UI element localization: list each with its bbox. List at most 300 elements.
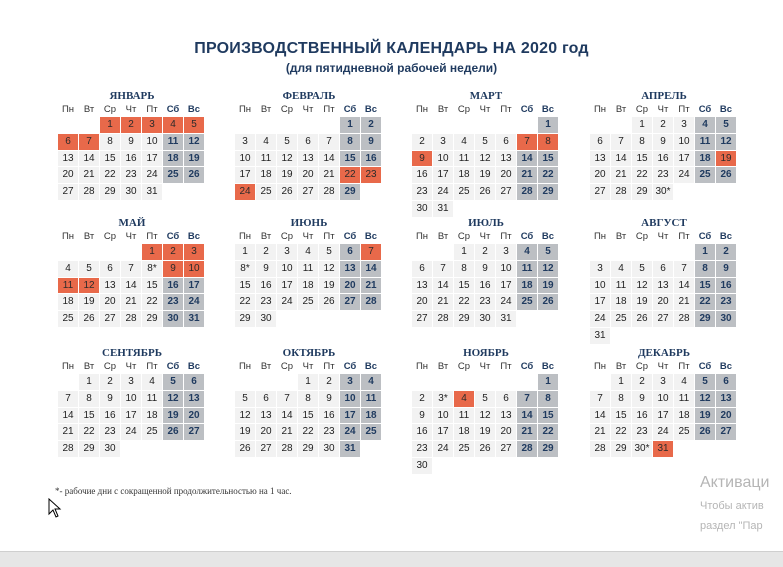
empty-cell <box>590 374 610 391</box>
weekday-label: Пт <box>500 361 512 372</box>
day-cell: 3 <box>235 134 255 151</box>
month-block <box>590 346 738 458</box>
day-cell: 7 <box>277 391 297 408</box>
holiday-day-cell: 7 <box>517 134 537 151</box>
day-cell: 22 <box>298 424 318 441</box>
day-cell: 14 <box>79 151 99 168</box>
weekday-label: Чт <box>657 104 669 115</box>
day-cell: 18 <box>298 278 318 295</box>
day-cell: 19 <box>475 424 495 441</box>
weekend-day-cell: 28 <box>517 184 537 201</box>
empty-cell <box>674 244 694 261</box>
weekend-day-cell: 15 <box>538 408 558 425</box>
day-cell: 25 <box>674 424 694 441</box>
day-cell: 2 <box>412 391 432 408</box>
day-cell: 2 <box>256 244 276 261</box>
holiday-day-cell: 4 <box>163 117 183 134</box>
holiday-day-cell: 1 <box>100 117 120 134</box>
day-cell: 25 <box>142 424 162 441</box>
day-cell: 7 <box>433 261 453 278</box>
weekend-day-cell: 8 <box>340 134 360 151</box>
day-cell: 29 <box>611 441 631 458</box>
day-cell: 14 <box>674 278 694 295</box>
holiday-day-cell: 3 <box>184 244 204 261</box>
empty-cell <box>412 374 432 391</box>
day-cell: 10 <box>433 408 453 425</box>
holiday-day-cell: 7 <box>79 134 99 151</box>
day-cell: 9 <box>121 134 141 151</box>
empty-cell <box>79 117 99 134</box>
weekday-label: Сб <box>520 361 534 372</box>
day-cell: 1 <box>611 374 631 391</box>
weekday-label: Ср <box>103 231 117 242</box>
day-cell: 10 <box>674 134 694 151</box>
weekend-day-cell: 28 <box>517 441 537 458</box>
day-cell: 19 <box>277 167 297 184</box>
day-cell: 16 <box>412 424 432 441</box>
day-cell: 24 <box>653 424 673 441</box>
weekend-day-cell: 15 <box>695 278 715 295</box>
weekday-header <box>235 103 383 117</box>
weekend-day-cell: 17 <box>184 278 204 295</box>
day-cell: 14 <box>611 151 631 168</box>
day-cell: 26 <box>277 184 297 201</box>
day-cell: 4 <box>142 374 162 391</box>
holiday-day-cell: 22 <box>340 167 360 184</box>
day-cell: 23 <box>653 167 673 184</box>
weekend-day-cell: 22 <box>538 167 558 184</box>
weekend-day-cell: 4 <box>361 374 381 391</box>
day-cell: 23 <box>121 167 141 184</box>
day-cell: 2 <box>412 134 432 151</box>
day-cell: 1 <box>298 374 318 391</box>
day-cell: 21 <box>674 294 694 311</box>
weekend-day-cell: 9 <box>716 261 736 278</box>
holiday-day-cell: 6 <box>58 134 78 151</box>
weekend-day-cell: 13 <box>184 391 204 408</box>
weekday-label: Пн <box>593 361 607 372</box>
day-cell: 24 <box>433 441 453 458</box>
day-cell: 13 <box>412 278 432 295</box>
day-cell: 13 <box>590 151 610 168</box>
day-cell: 9 <box>319 391 339 408</box>
day-cell: 4 <box>58 261 78 278</box>
day-cell: 11 <box>454 408 474 425</box>
weekend-day-cell: 26 <box>695 424 715 441</box>
day-cell: 3 <box>277 244 297 261</box>
weekday-label: Сб <box>166 361 180 372</box>
day-cell: 20 <box>256 424 276 441</box>
day-cell: 13 <box>298 151 318 168</box>
month-name: СЕНТЯБРЬ <box>102 347 162 359</box>
weekend-day-cell: 19 <box>538 278 558 295</box>
day-cell: 26 <box>475 441 495 458</box>
day-cell: 28 <box>611 184 631 201</box>
weekend-day-cell: 24 <box>184 294 204 311</box>
holiday-day-cell: 1 <box>142 244 162 261</box>
day-cell: 23 <box>412 441 432 458</box>
month-name: НОЯБРЬ <box>463 347 509 359</box>
weekend-day-cell: 2 <box>716 244 736 261</box>
holiday-day-cell: 23 <box>361 167 381 184</box>
weekday-label: Ср <box>635 104 649 115</box>
weekday-label: Вс <box>364 361 378 372</box>
day-cell: 5 <box>79 261 99 278</box>
day-cell: 13 <box>653 278 673 295</box>
weekend-day-cell: 30 <box>163 311 183 328</box>
day-cell: 27 <box>58 184 78 201</box>
empty-cell <box>611 244 631 261</box>
day-cell: 17 <box>121 408 141 425</box>
weekend-day-cell: 21 <box>361 278 381 295</box>
weekday-label: Сб <box>698 104 712 115</box>
empty-cell <box>58 117 78 134</box>
day-cell: 15 <box>79 408 99 425</box>
day-cell: 10 <box>235 151 255 168</box>
weekend-day-cell: 11 <box>163 134 183 151</box>
weekend-day-cell: 4 <box>517 244 537 261</box>
day-cell: 14 <box>590 408 610 425</box>
weekday-label: Чт <box>125 104 137 115</box>
day-cell: 18 <box>454 424 474 441</box>
day-cell: 28 <box>433 311 453 328</box>
weekday-label: Ср <box>280 231 294 242</box>
weekend-day-cell: 3 <box>340 374 360 391</box>
short-day-cell: 30* <box>632 441 652 458</box>
day-cell: 29 <box>632 184 652 201</box>
day-cell: 8 <box>298 391 318 408</box>
weekend-day-cell: 28 <box>361 294 381 311</box>
day-cell: 27 <box>412 311 432 328</box>
activation-watermark-line3: раздел "Пар <box>700 520 763 532</box>
weekend-day-cell: 16 <box>163 278 183 295</box>
day-cell: 10 <box>142 134 162 151</box>
weekday-label: Чт <box>302 104 314 115</box>
weekend-day-cell: 11 <box>517 261 537 278</box>
day-cell: 23 <box>632 424 652 441</box>
day-cell: 6 <box>590 134 610 151</box>
day-cell: 11 <box>298 261 318 278</box>
weekend-day-cell: 29 <box>538 441 558 458</box>
weekend-day-cell: 25 <box>163 167 183 184</box>
day-cell: 18 <box>256 167 276 184</box>
day-cell: 22 <box>79 424 99 441</box>
day-cell: 25 <box>611 311 631 328</box>
day-cell: 15 <box>611 408 631 425</box>
day-cell: 29 <box>454 311 474 328</box>
weekday-label: Пт <box>678 104 690 115</box>
day-cell: 23 <box>412 184 432 201</box>
day-cell: 16 <box>319 408 339 425</box>
empty-cell <box>454 117 474 134</box>
empty-cell <box>235 117 255 134</box>
day-cell: 12 <box>632 278 652 295</box>
month-block <box>235 216 383 328</box>
weekend-day-cell: 20 <box>184 408 204 425</box>
day-cell: 15 <box>632 151 652 168</box>
holiday-day-cell: 8 <box>538 134 558 151</box>
day-cell: 21 <box>58 424 78 441</box>
month-block <box>58 216 206 328</box>
day-cell: 6 <box>100 261 120 278</box>
weekday-label: Сб <box>343 231 357 242</box>
weekend-day-cell: 16 <box>361 151 381 168</box>
empty-cell <box>298 117 318 134</box>
weekday-label: Вт <box>437 104 449 115</box>
weekend-day-cell: 25 <box>361 424 381 441</box>
day-cell: 26 <box>319 294 339 311</box>
day-cell: 16 <box>100 408 120 425</box>
activation-watermark-line2: Чтобы актив <box>700 500 764 512</box>
weekday-label: Пн <box>61 231 75 242</box>
day-cell: 20 <box>298 167 318 184</box>
weekday-label: Пт <box>146 231 158 242</box>
weekday-label: Вт <box>260 361 272 372</box>
day-cell: 14 <box>319 151 339 168</box>
weekend-day-cell: 27 <box>340 294 360 311</box>
day-cell: 24 <box>142 167 162 184</box>
weekend-day-cell: 30 <box>716 311 736 328</box>
day-cell: 19 <box>475 167 495 184</box>
day-cell: 7 <box>121 261 141 278</box>
empty-cell <box>121 244 141 261</box>
day-cell: 21 <box>121 294 141 311</box>
weekend-day-cell: 11 <box>695 134 715 151</box>
day-cell: 19 <box>632 294 652 311</box>
day-cell: 31 <box>496 311 516 328</box>
empty-cell <box>319 117 339 134</box>
weekday-label: Пт <box>323 231 335 242</box>
holiday-day-cell: 3 <box>142 117 162 134</box>
weekend-day-cell: 23 <box>716 294 736 311</box>
day-cell: 23 <box>256 294 276 311</box>
day-cell: 5 <box>235 391 255 408</box>
empty-cell <box>79 244 99 261</box>
weekday-header <box>412 360 560 374</box>
day-cell: 11 <box>454 151 474 168</box>
month-block <box>590 216 738 345</box>
day-cell: 9 <box>653 134 673 151</box>
weekend-day-cell: 18 <box>163 151 183 168</box>
empty-cell <box>611 117 631 134</box>
empty-cell <box>517 117 537 134</box>
day-cell: 2 <box>475 244 495 261</box>
weekend-day-cell: 22 <box>695 294 715 311</box>
weekend-day-cell: 26 <box>538 294 558 311</box>
month-name: МАЙ <box>118 217 146 229</box>
weekday-label: Сб <box>698 361 712 372</box>
month-block <box>412 216 560 328</box>
page-subtitle: (для пятидневной рабочей недели) <box>285 61 498 75</box>
day-cell: 30 <box>100 441 120 458</box>
weekend-day-cell: 14 <box>517 408 537 425</box>
weekday-label: Чт <box>657 231 669 242</box>
day-cell: 5 <box>277 134 297 151</box>
day-cell: 30 <box>475 311 495 328</box>
day-cell: 21 <box>79 167 99 184</box>
day-cell: 8 <box>79 391 99 408</box>
weekday-label: Сб <box>520 104 534 115</box>
empty-cell <box>412 244 432 261</box>
day-cell: 21 <box>590 424 610 441</box>
day-cell: 1 <box>632 117 652 134</box>
weekend-day-cell: 27 <box>716 424 736 441</box>
day-cell: 28 <box>58 441 78 458</box>
days-grid <box>235 244 383 328</box>
empty-cell <box>496 117 516 134</box>
weekend-day-cell: 13 <box>340 261 360 278</box>
day-cell: 26 <box>475 184 495 201</box>
weekday-label: Ср <box>457 231 471 242</box>
days-grid <box>590 117 738 201</box>
day-cell: 1 <box>454 244 474 261</box>
weekend-day-cell: 6 <box>716 374 736 391</box>
weekend-day-cell: 6 <box>184 374 204 391</box>
day-cell: 29 <box>79 441 99 458</box>
weekend-day-cell: 1 <box>340 117 360 134</box>
day-cell: 31 <box>433 201 453 218</box>
day-cell: 18 <box>454 167 474 184</box>
weekday-label: Ср <box>280 361 294 372</box>
weekend-day-cell: 7 <box>517 391 537 408</box>
weekday-label: Пн <box>61 104 75 115</box>
empty-cell <box>496 374 516 391</box>
weekend-day-cell: 25 <box>517 294 537 311</box>
day-cell: 10 <box>653 391 673 408</box>
days-grid <box>412 117 560 218</box>
days-grid <box>235 117 383 201</box>
short-day-cell: 8* <box>235 261 255 278</box>
days-grid <box>590 244 738 345</box>
day-cell: 14 <box>121 278 141 295</box>
weekday-label: Сб <box>166 231 180 242</box>
day-cell: 27 <box>100 311 120 328</box>
day-cell: 21 <box>611 167 631 184</box>
weekday-label: Вт <box>260 104 272 115</box>
day-cell: 16 <box>475 278 495 295</box>
day-cell: 17 <box>235 167 255 184</box>
day-cell: 15 <box>235 278 255 295</box>
day-cell: 18 <box>58 294 78 311</box>
day-cell: 17 <box>674 151 694 168</box>
empty-cell <box>256 117 276 134</box>
activation-watermark-title: Активаци <box>700 474 770 491</box>
weekend-day-cell: 1 <box>695 244 715 261</box>
day-cell: 28 <box>319 184 339 201</box>
short-day-cell: 8* <box>142 261 162 278</box>
weekend-day-cell: 26 <box>716 167 736 184</box>
day-cell: 21 <box>433 294 453 311</box>
weekend-day-cell: 31 <box>340 441 360 458</box>
month-block <box>58 346 206 458</box>
month-block <box>412 89 560 218</box>
day-cell: 15 <box>454 278 474 295</box>
day-cell: 7 <box>590 391 610 408</box>
day-cell: 29 <box>298 441 318 458</box>
weekend-day-cell: 29 <box>340 184 360 201</box>
weekend-day-cell: 12 <box>695 391 715 408</box>
weekend-day-cell: 8 <box>538 391 558 408</box>
weekday-label: Ср <box>103 361 117 372</box>
month-name: ИЮЛЬ <box>468 217 504 229</box>
day-cell: 2 <box>653 117 673 134</box>
month-name: ЯНВАРЬ <box>109 90 155 102</box>
day-cell: 9 <box>100 391 120 408</box>
bottom-scrollbar[interactable] <box>0 551 783 567</box>
day-cell: 6 <box>496 391 516 408</box>
day-cell: 24 <box>433 184 453 201</box>
holiday-day-cell: 10 <box>184 261 204 278</box>
weekend-day-cell: 29 <box>538 184 558 201</box>
day-cell: 13 <box>58 151 78 168</box>
empty-cell <box>256 374 276 391</box>
weekend-day-cell: 1 <box>538 374 558 391</box>
day-cell: 21 <box>319 167 339 184</box>
holiday-day-cell: 31 <box>653 441 673 458</box>
day-cell: 24 <box>277 294 297 311</box>
weekday-label: Ср <box>457 361 471 372</box>
weekday-label: Вс <box>364 231 378 242</box>
day-cell: 10 <box>433 151 453 168</box>
holiday-day-cell: 12 <box>79 278 99 295</box>
day-cell: 16 <box>412 167 432 184</box>
day-cell: 28 <box>121 311 141 328</box>
weekday-label: Пт <box>500 231 512 242</box>
day-cell: 17 <box>433 424 453 441</box>
day-cell: 10 <box>590 278 610 295</box>
day-cell: 28 <box>590 441 610 458</box>
day-cell: 25 <box>58 311 78 328</box>
weekend-day-cell: 16 <box>716 278 736 295</box>
day-cell: 16 <box>653 151 673 168</box>
weekday-label: Пн <box>61 361 75 372</box>
weekday-label: Вс <box>719 231 733 242</box>
empty-cell <box>277 117 297 134</box>
weekday-label: Ср <box>103 104 117 115</box>
day-cell: 17 <box>277 278 297 295</box>
day-cell: 17 <box>142 151 162 168</box>
day-cell: 13 <box>496 151 516 168</box>
holiday-day-cell: 4 <box>454 391 474 408</box>
empty-cell <box>590 244 610 261</box>
weekday-label: Пт <box>678 231 690 242</box>
day-cell: 27 <box>653 311 673 328</box>
weekend-day-cell: 5 <box>695 374 715 391</box>
weekday-label: Сб <box>343 361 357 372</box>
weekend-day-cell: 13 <box>716 391 736 408</box>
month-block <box>235 346 383 458</box>
month-name: АВГУСТ <box>641 217 687 229</box>
day-cell: 20 <box>100 294 120 311</box>
day-cell: 6 <box>256 391 276 408</box>
day-cell: 27 <box>590 184 610 201</box>
days-grid <box>58 374 206 458</box>
weekday-label: Вс <box>719 104 733 115</box>
day-cell: 28 <box>79 184 99 201</box>
day-cell: 8 <box>454 261 474 278</box>
day-cell: 13 <box>256 408 276 425</box>
weekend-day-cell: 11 <box>361 391 381 408</box>
holiday-day-cell: 24 <box>235 184 255 201</box>
day-cell: 11 <box>611 278 631 295</box>
weekday-label: Пн <box>415 104 429 115</box>
day-cell: 4 <box>298 244 318 261</box>
weekday-header <box>58 360 206 374</box>
day-cell: 18 <box>142 408 162 425</box>
day-cell: 26 <box>632 311 652 328</box>
weekday-header <box>590 360 738 374</box>
day-cell: 20 <box>412 294 432 311</box>
